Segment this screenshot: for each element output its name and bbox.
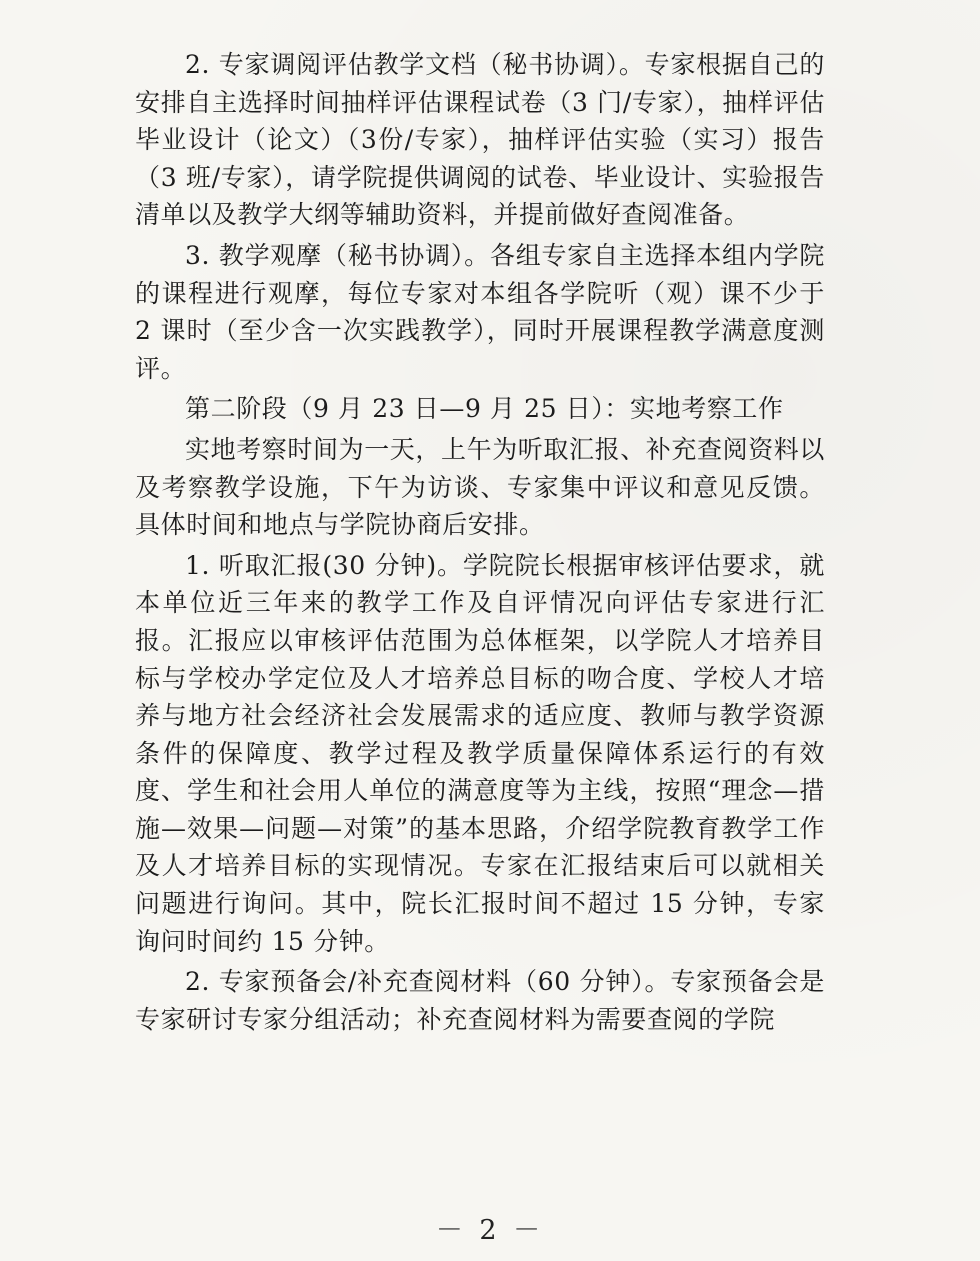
paragraph-stage-two-heading: 第二阶段（9 月 23 日—9 月 25 日）：实地考察工作: [185, 394, 784, 424]
paragraph-expert-premeeting: 2. 专家预备会/补充查阅材料（60 分钟）。专家预备会是专家研讨专家分组活动；补充查阅材料为需要查阅的学院: [135, 967, 825, 1034]
paragraph-teaching-observation: 3. 教学观摩（秘书协调）。各组专家自主选择本组内学院的课程进行观摩，每位专家对本组各学院听（观）课不少于 2 课时（至少含一次实践教学），同时开展课程教学满意度测评。: [135, 240, 825, 383]
paragraph-report-hearing: 1. 听取汇报(30 分钟)。学院院长根据审核评估要求，就本单位近三年来的教学工作及自评情况向评估专家进行汇报。汇报应以审核评估范围为总体框架，以学院人才培养目标与学校办学定位及人才培养总目标的吻合度、学校人才培养与地方社会经济社会发展需求的适应度、教师与教学资源条件的保障度、教学过程及教学质量保障体系运行的有效度、学生和社会用人单位的满意度等为主线，按照“理念—措施—效果—问题—对策”的基本思路，介绍学院教育教学工作及人才培养目标的实现情况。专家在汇报结束后可以就相关问题进行询问。其中，院长汇报时间不超过 15 分钟，专家询问时间约 15 分钟。: [135, 550, 825, 956]
page-number: － 2 －: [435, 1215, 545, 1246]
paragraph-document-review: 2. 专家调阅评估教学文档（秘书协调）。专家根据自己的安排自主选择时间抽样评估课程试卷（3 门/专家），抽样评估毕业设计（论文）（3份/专家），抽样评估实验（实习）报告（3 班/专家），请学院提供调阅的试卷、毕业设计、实验报告清单以及教学大纲等辅助资料，并提前做好查阅准备。: [135, 50, 825, 230]
paragraph-site-visit: 实地考察时间为一天，上午为听取汇报、补充查阅资料以及考察教学设施，下午为访谈、专家集中评议和意见反馈。具体时间和地点与学院协商后安排。: [135, 434, 826, 540]
document-body: [135, 46, 825, 1041]
